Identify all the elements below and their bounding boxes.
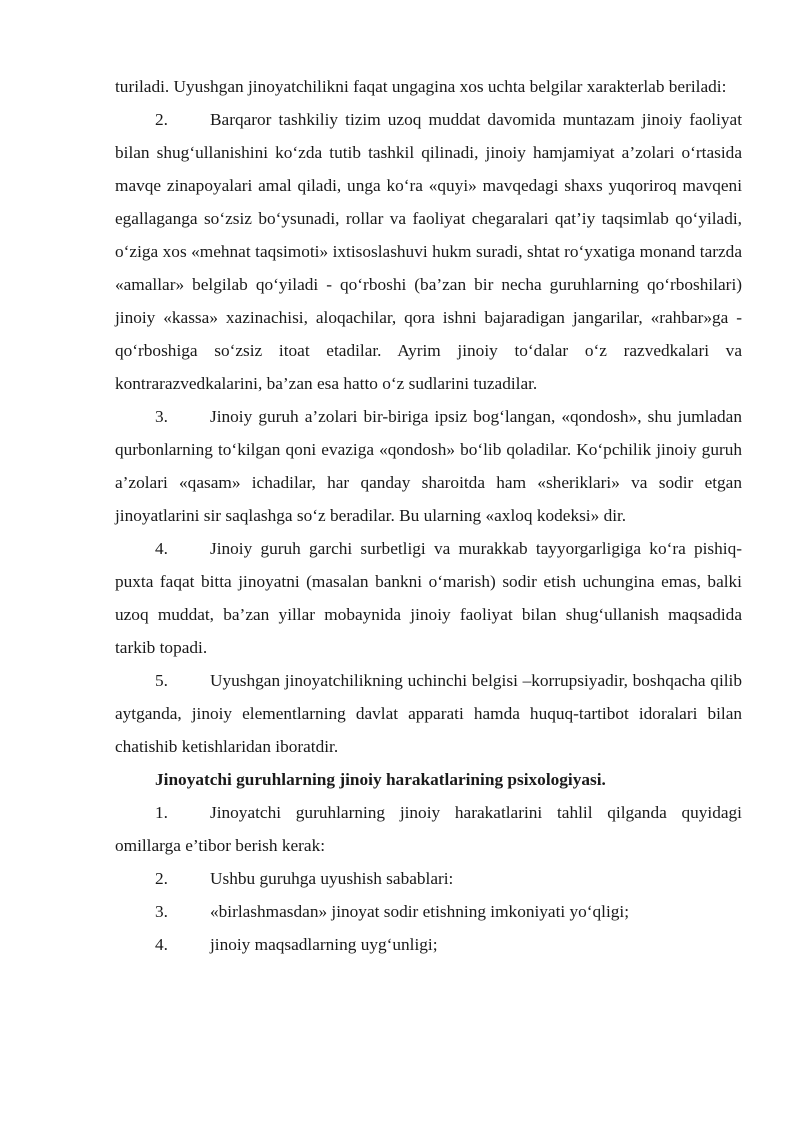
paragraph-text: Jinoiy guruh a’zolari bir-biriga ipsiz bog‘langan, «qondosh», shu jumladan qurbonlarning to‘kilgan qoni evaziga «qondosh» bo‘lib qoladilar. Ko‘pchilik jinoiy guruh a’zolari «qasam» ichadilar, har qanday sharoitda ham «sheriklari» va sodir etgan jinoyatlarini sir saqlashga so‘z beradilar. Bu ularning «axloq kodeksi» dir. xyxy=(115,407,742,525)
item-number: 3. xyxy=(155,902,168,921)
numbered-paragraph-3 xyxy=(115,400,742,532)
paragraph-intro xyxy=(115,70,742,103)
paragraph-text: Jinoyatchi guruhlarning jinoiy harakatlarini tahlil qilganda quyidagi omillarga e’tibor berish kerak: xyxy=(115,803,742,855)
numbered-paragraph-4 xyxy=(115,532,742,664)
numbered-paragraph-1b xyxy=(115,796,742,862)
paragraph-text: Ushbu guruhga uyushish sabablari: xyxy=(210,869,454,888)
paragraph-text: turiladi. Uyushgan jinoyatchilikni faqat ungagina xos uchta belgilar xarakterlab beriladi: xyxy=(115,77,727,96)
numbered-paragraph-2 xyxy=(115,103,742,400)
numbered-paragraph-2b xyxy=(115,862,742,895)
paragraph-text: «birlashmasdan» jinoyat sodir etishning imkoniyati yo‘qligi; xyxy=(210,902,630,921)
item-number: 2. xyxy=(155,110,168,129)
paragraph-text: Jinoiy guruh garchi surbetligi va murakkab tayyorgarligiga ko‘ra pishiq-puxta faqat bitta jinoyatni (masalan bankni o‘marish) sodir etish uchungina emas, balki uzoq muddat, ba’zan yillar mobaynida jinoiy faoliyat bilan shug‘ullanish maqsadida tarkib topadi. xyxy=(115,539,742,657)
section-heading: Jinoyatchi guruhlarning jinoiy harakatlarining psixologiyasi. xyxy=(155,770,606,789)
paragraph-text: Barqaror tashkiliy tizim uzoq muddat davomida muntazam jinoiy faoliyat bilan shug‘ullanishini ko‘zda tutib tashkil qilinadi, jinoiy hamjamiyat a’zolari o‘rtasida mavqe zinapoyalari amal qiladi, unga ko‘ra «quyi» mavqedagi shaxs yuqoriroq mavqeni egallaganga so‘zsiz bo‘ysunadi, rollar va faoliyat chegaralari qat’iy taqsimlab qo‘yiladi, o‘ziga xos «mehnat taqsimoti» ixtisoslashuvi hukm suradi, shtat ro‘yxatiga monand tarzda «amallar» belgilab qo‘yiladi - qo‘rboshi (ba’zan bir necha guruhlarning qo‘rboshilari) jinoiy «kassa» xazinachisi, aloqachilar, qora ishni bajaradigan jangarilar, «rahbar»ga - qo‘rboshiga so‘zsiz itoat etadilar. Ayrim jinoiy to‘dalar o‘z razvedkalari va kontrarazvedkalarini, ba’zan esa hatto o‘z sudlarini tuzadilar. xyxy=(115,110,742,393)
paragraph-text: jinoiy maqsadlarning uyg‘unligi; xyxy=(210,935,438,954)
numbered-paragraph-5 xyxy=(115,664,742,763)
item-number: 1. xyxy=(155,803,168,822)
paragraph-text: Uyushgan jinoyatchilikning uchinchi belgisi –korrupsiyadir, boshqacha qilib aytganda, jinoiy elementlarning davlat apparati hamda huquq-tartibot idoralari bilan chatishib ketishlaridan iboratdir. xyxy=(115,671,742,756)
item-number: 2. xyxy=(155,869,168,888)
numbered-paragraph-3b xyxy=(115,895,742,928)
document-page xyxy=(115,70,742,961)
item-number: 4. xyxy=(155,539,168,558)
numbered-paragraph-4b xyxy=(115,928,742,961)
item-number: 4. xyxy=(155,935,168,954)
item-number: 3. xyxy=(155,407,168,426)
item-number: 5. xyxy=(155,671,168,690)
